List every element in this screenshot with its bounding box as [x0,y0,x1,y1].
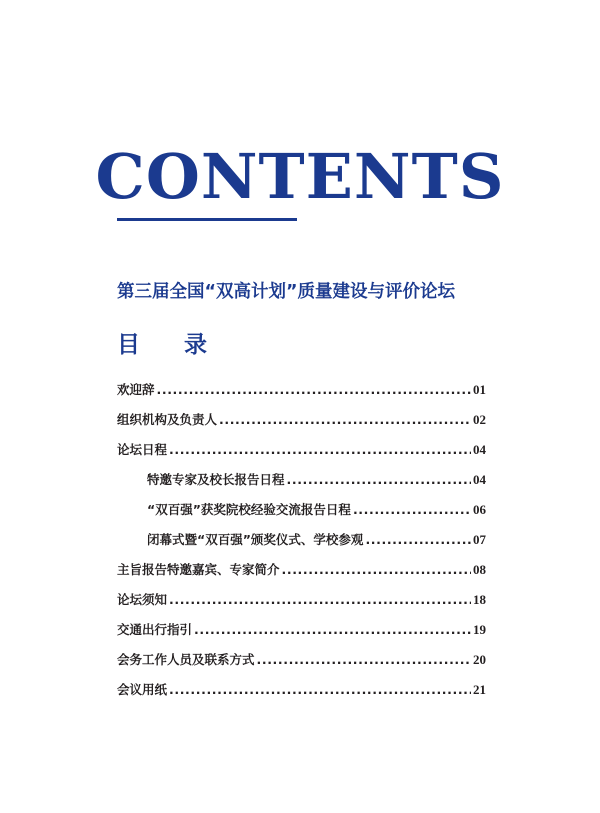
toc-entry-label: 论坛日程 [117,442,168,457]
toc-subentry-experience-exchange[interactable] [117,498,486,528]
toc-dot-leader [169,678,471,702]
toc-entry-label: “双百强”获奖院校经验交流报告日程 [147,502,351,517]
toc-heading: 目 录 [117,332,226,358]
toc-page-number: 06 [473,502,486,517]
toc-entry-label: 论坛须知 [117,592,168,607]
toc-entry-label: 交通出行指引 [117,622,193,637]
toc-entry-staff-contacts[interactable] [117,648,486,678]
toc-page-number: 19 [473,622,486,637]
page-title: CONTENTS [95,139,505,213]
toc-page-number: 04 [473,472,486,487]
toc-entry-label: 组织机构及负责人 [117,412,218,427]
toc-dot-leader [287,468,471,492]
forum-title: 第三届全国“双高计划”质量建设与评价论坛 [117,282,456,302]
toc-dot-leader [219,408,471,432]
toc-page-number: 08 [473,562,486,577]
table-of-contents [117,378,486,708]
toc-entry-label: 闭幕式暨“双百强”颁奖仪式、学校参观 [147,532,364,547]
toc-page-number: 21 [473,682,486,697]
toc-page-number: 07 [473,532,486,547]
toc-entry-label: 会议用纸 [117,682,168,697]
toc-dot-leader [157,378,471,402]
toc-subentry-closing-ceremony[interactable] [117,528,486,558]
toc-dot-leader [169,438,471,462]
toc-page-number: 04 [473,442,486,457]
toc-entry-label: 特邀专家及校长报告日程 [147,472,285,487]
toc-entry-label: 欢迎辞 [117,382,155,397]
toc-page-number: 01 [473,382,486,397]
toc-entry-schedule[interactable] [117,438,486,468]
toc-dot-leader [353,498,471,522]
toc-entry-label: 会务工作人员及联系方式 [117,652,255,667]
toc-subentry-expert-reports[interactable] [117,468,486,498]
toc-entry-transport-guide[interactable] [117,618,486,648]
toc-dot-leader [169,588,471,612]
toc-page-number: 20 [473,652,486,667]
title-divider [117,218,297,221]
toc-entry-welcome[interactable] [117,378,486,408]
toc-entry-organization[interactable] [117,408,486,438]
toc-dot-leader [194,618,471,642]
toc-page-number: 18 [473,592,486,607]
toc-entry-keynote-guests[interactable] [117,558,486,588]
toc-entry-label: 主旨报告特邀嘉宾、专家简介 [117,562,280,577]
toc-dot-leader [282,558,471,582]
toc-entry-meeting-paper[interactable] [117,678,486,708]
toc-dot-leader [257,648,471,672]
toc-dot-leader [365,528,471,552]
toc-entry-forum-notes[interactable] [117,588,486,618]
toc-page-number: 02 [473,412,486,427]
